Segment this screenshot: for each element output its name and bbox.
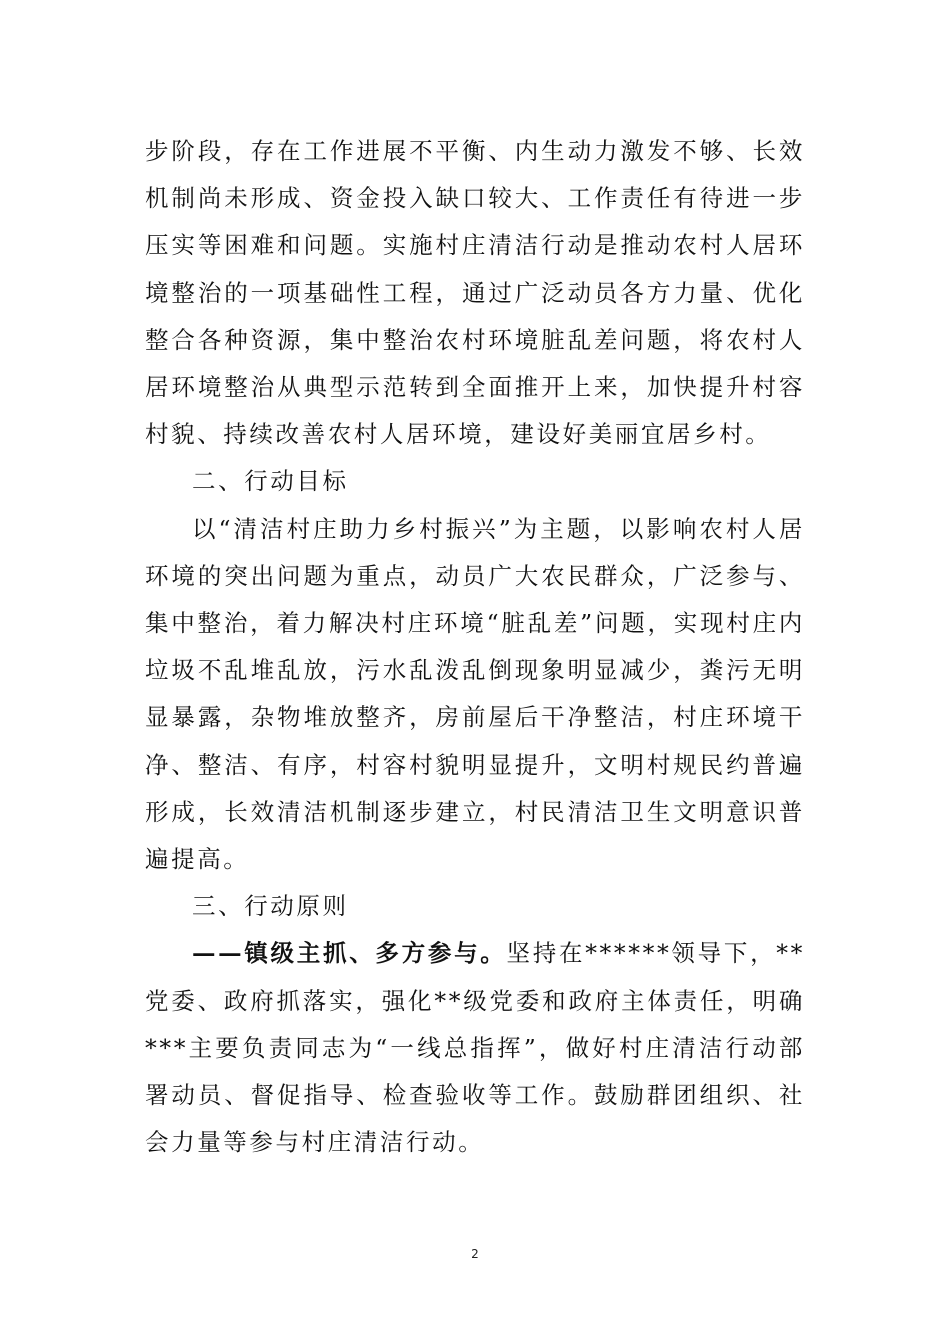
paragraph-continuation: 步阶段，存在工作进展不平衡、内生动力激发不够、长效机制尚未形成、资金投入缺口较大、工作责任有待进一步压实等困难和问题。实施村庄清洁行动是推动农村人居环境整治的一项基础性工程，通过广泛动员各方力量、优化整合各种资源，集中整治农村环境脏乱差问题，将农村人居环境整治从典型示范转到全面推开上来，加快提升村容村貌、持续改善农村人居环境，建设好美丽宜居乡村。 bbox=[145, 137, 805, 449]
principle-1-lead: ——镇级主抓、多方参与。 bbox=[192, 939, 507, 968]
section-heading-goals: 二、行动目标 bbox=[192, 467, 349, 496]
document-body bbox=[145, 128, 805, 1166]
paragraph-goals: 以“清洁村庄助力乡村振兴”为主题，以影响农村人居环境的突出问题为重点，动员广大农民群众，广泛参与、集中整治，着力解决村庄环境“脏乱差”问题，实现村庄内垃圾不乱堆乱放，污水乱泼乱倒现象明显减少，粪污无明显暴露，杂物堆放整齐，房前屋后干净整洁，村庄环境干净、整洁、有序，村容村貌明显提升，文明村规民约普遍形成，长效清洁机制逐步建立，村民清洁卫生文明意识普遍提高。 bbox=[145, 514, 805, 874]
section-heading-principles: 三、行动原则 bbox=[192, 892, 349, 921]
paragraph-principle-1 bbox=[145, 930, 805, 1166]
page-number: 2 bbox=[471, 1247, 479, 1261]
principle-1-body: 坚持在******领导下，**党委、政府抓落实，强化**级党委和政府主体责任，明确***主要负责同志为“一线总指挥”，做好村庄清洁行动部署动员、督促指导、检查验收等工作。鼓励群团组织、社会力量等参与村庄清洁行动。 bbox=[145, 939, 805, 1157]
